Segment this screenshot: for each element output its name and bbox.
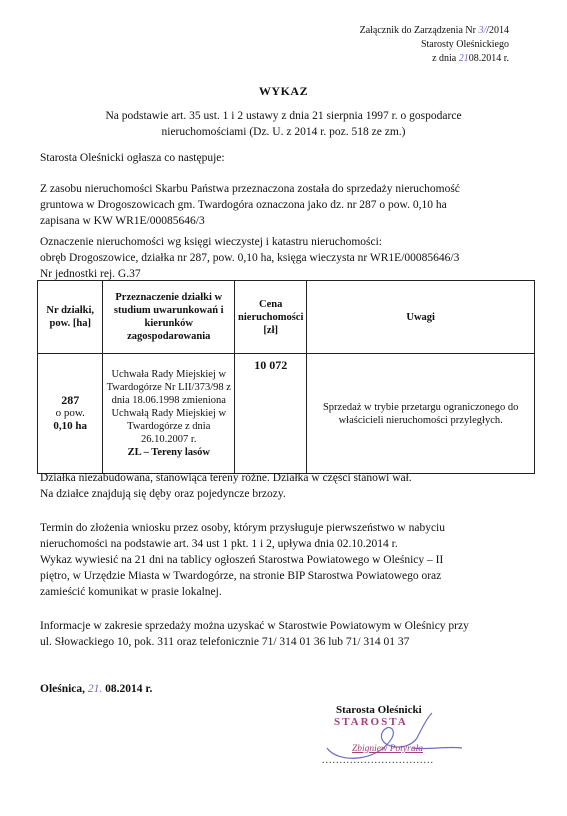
plot-area: 0,10 ha (53, 420, 88, 432)
cell-plot (38, 354, 103, 474)
property-table (37, 280, 535, 474)
display-instructions: Wykaz wywiesić na 21 dni na tablicy ogłoszeń Starostwa Powiatowego w Oleśnicy – II piętro, w Urzędzie Miasta w Twardogórze, na stronie BIP Starostwa Powiatowego oraz zamieścić komunikat w prasie lokalnej. (40, 554, 444, 598)
stamp-title: STAROSTA (334, 716, 408, 728)
price-value: 10 072 (254, 357, 288, 372)
stamp-name: Zbigniew Potyrała (352, 744, 423, 754)
header-price: Cena nieruchomości [zł] (235, 281, 307, 354)
signature-office: Starosta Oleśnicki (336, 704, 422, 716)
cell-price (235, 354, 307, 474)
contact-info: Informacje w zakresie sprzedaży można uzyskać w Starostwie Powiatowym w Oleśnicy przy ul. Słowackiego 10, pok. 311 oraz telefonicznie 71/ 314 01 36 lub 71/ 314 01 37 (40, 620, 469, 648)
header-line-1: Załącznik do Zarządzenia Nr 3//2014 (359, 25, 509, 36)
table-row (38, 354, 535, 474)
place-date: Oleśnica, 21. 08.2014 r. (40, 683, 153, 695)
paragraph-sale: Z zasobu nieruchomości Skarbu Państwa przeznaczona została do sprzedaży nieruchomość gruntowa w Drogoszowicach gm. Twardogóra oznaczona jako dz. nr 287 o pow. 0,10 ha zapisana w KW WR1E/00085646/3 (40, 183, 460, 227)
signature-line: ................................ (322, 755, 434, 766)
header-line-3: z dnia 2108.2014 r. (432, 53, 509, 64)
header-purpose: Przeznaczenie działki w studium uwarunkowań i kierunków zagospodarowania (103, 281, 235, 354)
header-plot-number: Nr działki, pow. [ha] (38, 281, 103, 354)
plot-description: Działka niezabudowana, stanowiąca tereny różne. Działka w części stanowi wał. Na działce znajdują się dęby oraz pojedyncze brzozy. (40, 472, 412, 500)
plot-area-label: o pow. (55, 407, 85, 419)
header-notes: Uwagi (307, 281, 535, 354)
intro-text: Starosta Oleśnicki ogłasza co następuje: (40, 152, 225, 164)
signature-block (322, 700, 482, 770)
purpose-text: Uchwała Rady Miejskiej w Twardogórze Nr LII/373/98 z dnia 18.06.1998 zmieniona Uchwałą Rady Miejskiej w Twardogórze z dnia 26.10.2007 r. (106, 369, 231, 445)
paragraph-designation: Oznaczenie nieruchomości wg księgi wieczystej i katastru nieruchomości: obręb Drogoszowice, działka nr 287, pow. 0,10 ha, księga wieczysta nr WR1E/00085646/3 Nr jednostki rej. G.37 (40, 236, 460, 280)
deadline-text: Termin do złożenia wniosku przez osoby, którym przysługuje pierwszeństwo w nabyciu nieruchomości na podstawie art. 34 ust 1 pkt. 1 i 2, upływa dnia 02.10.2014 r. (40, 522, 445, 550)
cell-notes: Sprzedaż w trybie przetargu ograniczonego do właścicieli nieruchomości przyległych. (307, 354, 535, 474)
header-line-2: Starosty Oleśnickiego (420, 39, 509, 50)
document-title: WYKAZ (258, 84, 309, 98)
attachment-header (289, 24, 509, 66)
table-header-row (38, 281, 535, 354)
purpose-zoning: ZL – Tereny lasów (127, 447, 210, 458)
cell-purpose (103, 354, 235, 474)
legal-basis: Na podstawie art. 35 ust. 1 i 2 ustawy z dnia 21 sierpnia 1997 r. o gospodarce nieruchomościami (Dz. U. z 2014 r. poz. 518 ze zm.) (105, 110, 462, 138)
plot-number: 287 (61, 393, 80, 407)
